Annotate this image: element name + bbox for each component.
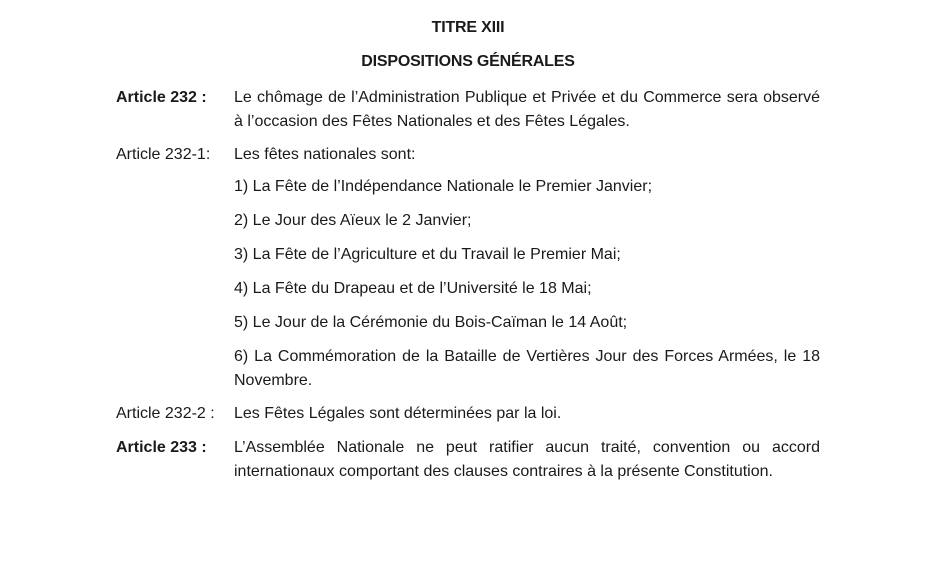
title-heading: TITRE XIII	[431, 19, 505, 36]
list-item: 2) Le Jour des Aïeux le 2 Janvier;	[234, 212, 472, 229]
article-text: Les Fêtes Légales sont déterminées par la loi.	[234, 405, 562, 422]
article-label: Article 232-1:	[116, 146, 211, 163]
list-item: 6) La Commémoration de la Bataille de Vertières Jour des Forces Armées, le 18 Novembre.	[234, 348, 820, 389]
list-item: 1) La Fête de l’Indépendance Nationale le Premier Janvier;	[234, 178, 653, 195]
article-label: Article 233 :	[116, 439, 207, 456]
article-text: Le chômage de l’Administration Publique et Privée et du Commerce sera observé à l’occasion des Fêtes Nationales et des Fêtes Légales.	[234, 89, 820, 130]
subtitle-heading: DISPOSITIONS GÉNÉRALES	[361, 53, 575, 70]
article-label: Article 232 :	[116, 89, 207, 106]
list-item: 5) Le Jour de la Cérémonie du Bois-Caïman le 14 Août;	[234, 314, 628, 331]
article-text: Les fêtes nationales sont:	[234, 146, 416, 163]
list-item: 3) La Fête de l’Agriculture et du Travail le Premier Mai;	[234, 246, 621, 263]
article-label: Article 232-2 :	[116, 405, 215, 422]
article-text: L’Assemblée Nationale ne peut ratifier aucun traité, convention ou accord internationaux comportant des clauses contraires à la présente Constitution.	[234, 439, 820, 480]
list-item: 4) La Fête du Drapeau et de l’Université le 18 Mai;	[234, 280, 592, 297]
